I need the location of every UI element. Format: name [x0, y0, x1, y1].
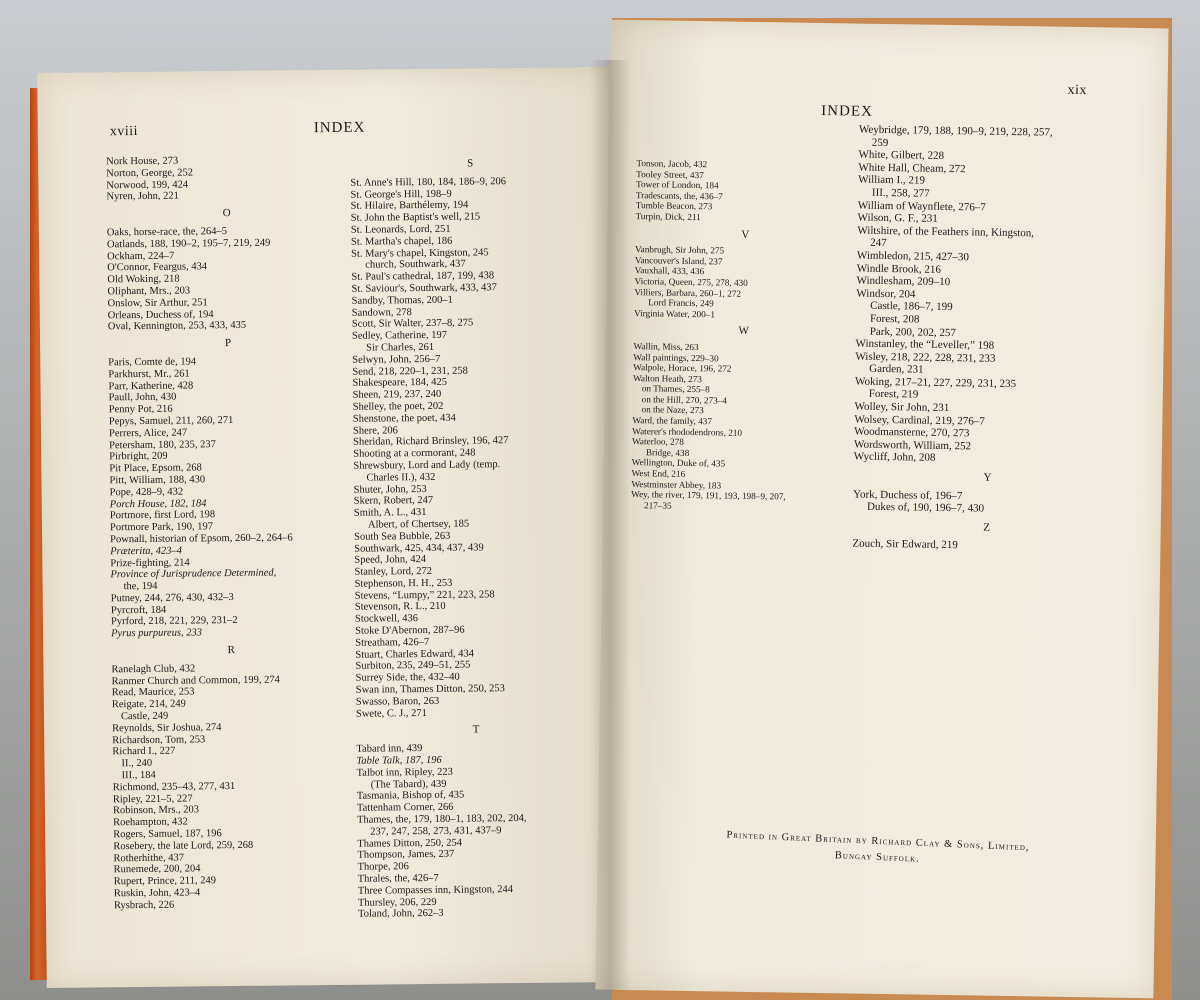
index-entry: the, 194: [123, 580, 158, 593]
index-entry: St. Mary's chapel, Kingston, 245: [351, 246, 489, 260]
index-entry: Portmore Park, 190, 197: [109, 521, 213, 534]
index-entry: Weybridge, 179, 188, 190–9, 219, 228, 257,: [858, 123, 1053, 139]
index-entry: Wallin, Miss, 263: [633, 340, 699, 353]
index-entry: Oval, Kennington, 253, 433, 435: [107, 320, 247, 333]
page-number-left: xviii: [109, 123, 139, 140]
index-entry: III., 258, 277: [871, 186, 930, 200]
index-entry: Ward, the family, 437: [632, 415, 712, 427]
index-entry: Pope, 428–9, 432: [109, 486, 184, 499]
index-entry: Nyren, John, 221: [106, 190, 179, 203]
index-entry: Thames, the, 179, 180–1, 183, 202, 204,: [357, 812, 527, 826]
index-entry: Oliphant, Mrs., 203: [107, 285, 191, 298]
index-entry: Thames Ditton, 250, 254: [357, 837, 463, 850]
index-entry: St. Anne's Hill, 180, 184, 186–9, 206: [350, 175, 507, 189]
index-entry: York, Duchess of, 196–7: [853, 488, 963, 502]
index-entry: Pepys, Samuel, 211, 260, 271: [108, 414, 234, 428]
section-letter: O: [222, 207, 231, 220]
index-entry: Roehampton, 432: [113, 816, 188, 829]
index-entry: Southwark, 425, 434, 437, 439: [354, 541, 484, 555]
index-entry: 247: [870, 237, 887, 250]
index-entry: Shere, 206: [352, 424, 398, 437]
index-entry: Woodmansterne, 270, 273: [854, 425, 970, 440]
index-entry: Pyrus purpureus, 233: [111, 627, 203, 640]
index-entry: Streatham, 426–7: [355, 636, 430, 649]
index-entry: Windle Brook, 216: [856, 262, 942, 276]
index-entry: Petersham, 180, 235, 237: [109, 438, 216, 451]
index-entry: Windsor, 204: [856, 287, 916, 301]
index-entry: Stoke D'Abernon, 287–96: [355, 624, 465, 637]
index-entry: Dukes of, 190, 196–7, 430: [866, 500, 985, 515]
index-entry: Vancouver's Island, 237: [634, 254, 723, 267]
index-entry: Shelley, the poet, 202: [352, 400, 444, 413]
section-letter: V: [741, 228, 750, 241]
index-entry: West End, 216: [631, 468, 686, 479]
index-entry: Sandby, Thomas, 200–1: [351, 294, 453, 307]
index-entry: Surrey Side, the, 432–40: [355, 671, 460, 685]
index-entry: Rysbrach, 226: [113, 899, 175, 912]
index-entry: 217–35: [643, 500, 672, 511]
index-entry: Bridge, 438: [645, 447, 690, 458]
index-entry: Porch House, 182, 184: [109, 497, 207, 510]
index-entry: Orleans, Duchess of, 194: [107, 308, 214, 321]
index-entry: Pownall, historian of Epsom, 260–2, 264–6: [110, 532, 293, 546]
index-entry: South Sea Bubble, 263: [354, 530, 451, 543]
index-entry: Sedley, Catherine, 197: [351, 329, 448, 342]
index-entry: Nork House, 273: [106, 155, 179, 168]
index-entry: Ripley, 221–5, 227: [112, 793, 193, 805]
index-entry: Forest, 208: [869, 312, 920, 326]
index-entry: Pitt, William, 188, 430: [109, 474, 206, 487]
index-entry: III., 184: [121, 769, 156, 782]
index-entry: Ockham, 224–7: [107, 250, 175, 262]
index-entry: Virginia Water, 200–1: [633, 307, 716, 320]
index-entry: Tradescants, the, 436–7: [635, 189, 723, 202]
page-number-right: xix: [1067, 82, 1088, 99]
index-entry: O'Connor, Feargus, 434: [107, 261, 208, 274]
index-entry: Wolley, Sir John, 231: [854, 400, 950, 415]
index-entry: Wolsey, Cardinal, 219, 276–7: [854, 413, 985, 428]
running-head-left: INDEX: [313, 119, 366, 137]
index-entry: Lord Francis, 249: [648, 297, 714, 309]
index-entry: Oaks, horse-race, the, 264–5: [106, 226, 228, 239]
index-entry: Robinson, Mrs., 203: [112, 804, 200, 817]
index-entry: Pyrcroft, 184: [110, 604, 167, 616]
index-entry: 237, 247, 258, 273, 431, 437–9: [370, 825, 502, 838]
index-entry: Woking, 217–21, 227, 229, 231, 235: [854, 375, 1017, 390]
index-entry: Pyrford, 218, 221, 229, 231–2: [110, 615, 238, 628]
index-entry: Villiers, Barbara, 260–1, 272: [634, 286, 742, 299]
index-entry: St. Martha's chapel, 186: [350, 235, 453, 248]
index-entry: Tattenham Corner, 266: [356, 801, 454, 814]
index-entry: Wall paintings, 229–30: [633, 351, 719, 363]
index-entry: Richmond, 235–43, 277, 431: [112, 780, 236, 794]
index-entry: 259: [871, 136, 889, 149]
index-entry: II., 240: [121, 758, 153, 770]
index-entry: Vauxhall, 433, 436: [634, 265, 705, 277]
index-column-right-1: [631, 158, 857, 514]
imprint-line-1: Printed in Great Britain by Richard Clay & Sons, Limited,: [726, 829, 1030, 854]
index-entry: Castle, 186–7, 199: [870, 300, 953, 314]
index-entry: Onslow, Sir Arthur, 251: [107, 297, 208, 310]
index-column-left-2: [350, 151, 598, 921]
index-entry: Wycliff, John, 208: [853, 450, 936, 465]
index-entry: Three Compasses inn, Kingston, 244: [357, 883, 514, 897]
index-entry: Tabard inn, 439: [356, 743, 423, 755]
index-entry: Surbiton, 235, 249–51, 255: [355, 660, 471, 673]
index-entry: Ranelagh Club, 432: [111, 663, 196, 676]
index-entry: Stevens, “Lumpy,” 221, 223, 258: [354, 588, 495, 602]
index-entry: Send, 218, 220–1, 231, 258: [352, 365, 468, 378]
index-entry: Wey, the river, 179, 191, 193, 198–9, 207,: [631, 489, 786, 502]
index-entry: Shrewsbury, Lord and Lady (temp.: [353, 459, 501, 472]
index-entry: on the Hill, 270, 273–4: [641, 394, 728, 406]
index-entry: Sheridan, Richard Brinsley, 196, 427: [353, 435, 509, 449]
section-letter: T: [472, 723, 480, 736]
index-entry: Swete, C. J., 271: [355, 707, 427, 720]
running-head-right: INDEX: [821, 102, 874, 120]
index-entry: Parkhurst, Mr., 261: [108, 368, 190, 381]
index-entry: Thrales, the, 426–7: [357, 872, 439, 885]
index-entry: Swasso, Baron, 263: [355, 695, 440, 708]
index-entry: Perrers, Alice, 247: [108, 427, 188, 440]
section-letter: Z: [983, 521, 991, 534]
index-entry: St. Saviour's, Southwark, 433, 437: [351, 282, 497, 295]
index-entry: Victoria, Queen, 275, 278, 430: [634, 276, 748, 288]
index-entry: Rosebery, the late Lord, 259, 268: [113, 839, 254, 853]
left-page: [37, 67, 622, 988]
index-entry: Wimbledon, 215, 427–30: [856, 249, 970, 264]
index-entry: Oatlands, 188, 190–2, 195–7, 219, 249: [106, 237, 271, 251]
index-entry: Paull, John, 430: [108, 391, 177, 404]
index-entry: Richard I., 227: [112, 746, 176, 758]
index-entry: Tonson, Jacob, 432: [636, 158, 708, 170]
index-entry: Parr, Katherine, 428: [108, 379, 194, 392]
index-entry: Walpole, Horace, 196, 272: [633, 362, 732, 374]
index-entry: Pirbright, 209: [109, 451, 168, 463]
index-entry: St. George's Hill, 198–9: [350, 188, 452, 201]
section-letter: W: [738, 325, 750, 338]
index-entry: Smith, A. L., 431: [353, 507, 427, 519]
index-entry: Stuart, Charles Edward, 434: [355, 648, 475, 661]
index-entry: Speed, John, 424: [354, 554, 427, 567]
index-entry: Westminster Abbey, 183: [631, 478, 722, 491]
index-entry: Richardson, Tom, 253: [112, 733, 206, 746]
index-entry: Portmore, first Lord, 198: [109, 509, 216, 522]
index-entry: Zouch, Sir Edward, 219: [852, 537, 958, 552]
index-entry: Castle, 249: [120, 710, 169, 723]
index-entry: Wilson, G. F., 231: [857, 211, 938, 225]
index-entry: Thorpe, 206: [357, 861, 409, 873]
index-entry: William I., 219: [858, 173, 926, 188]
index-entry: Stockwell, 436: [354, 613, 419, 626]
index-entry: Garden, 231: [869, 363, 924, 376]
section-letter: S: [467, 157, 474, 170]
index-entry: White, Gilbert, 228: [858, 148, 945, 163]
index-entry: Rotherhithe, 437: [113, 852, 185, 864]
index-entry: Wellington, Duke of, 435: [631, 457, 726, 469]
index-entry: Park, 200, 202, 257: [869, 325, 957, 339]
index-entry: Wordsworth, William, 252: [853, 438, 972, 453]
index-entry: Shenstone, the poet, 434: [352, 412, 456, 425]
index-entry: St. Leonards, Lord, 251: [350, 223, 451, 236]
index-entry: Thursley, 206, 229: [357, 896, 437, 909]
index-entry: Sheen, 219, 237, 240: [352, 388, 442, 401]
index-entry: Tasmania, Bishop of, 435: [356, 790, 465, 803]
book-gutter: [590, 60, 630, 990]
index-entry: Selwyn, John, 256–7: [352, 353, 441, 366]
index-entry: Toland, John, 262–3: [357, 908, 444, 921]
index-entry: Rupert, Prince, 211, 249: [113, 875, 217, 888]
index-entry: Talbot inn, Ripley, 223: [356, 766, 453, 779]
index-entry: Runemede, 200, 204: [113, 863, 201, 876]
index-entry: Wiltshire, of the Feathers inn, Kingston,: [857, 224, 1035, 240]
imprint-line-2: Bungay Suffolk.: [834, 850, 921, 865]
index-entry: St. John the Baptist's well, 215: [350, 211, 481, 224]
index-entry: Read, Maurice, 253: [111, 686, 195, 699]
index-entry: St. Hilaire, Barthélemy, 194: [350, 199, 469, 213]
index-entry: Prize-fighting, 214: [110, 556, 190, 569]
section-letter: R: [227, 644, 236, 657]
index-entry: Province of Jurisprudence Determined,: [110, 567, 277, 581]
index-entry: Old Woking, 218: [107, 273, 180, 286]
printer-imprint: [677, 826, 1078, 875]
index-entry: Putney, 244, 276, 430, 432–3: [110, 591, 234, 605]
index-entry: Albert, of Chertsey, 185: [367, 518, 470, 531]
index-column-right-2: [852, 124, 1127, 555]
index-entry: Stanley, Lord, 272: [354, 566, 433, 578]
index-entry: Norton, George, 252: [106, 167, 194, 180]
index-entry: Shakespeare, 184, 425: [352, 377, 448, 390]
index-entry: Turpin, Dick, 211: [635, 211, 701, 223]
index-entry: Waterer's rhododendrons, 210: [632, 425, 743, 438]
index-entry: Charles II.), 432: [366, 471, 436, 484]
index-entry: on Thames, 255–8: [641, 383, 710, 395]
index-entry: Sandown, 278: [351, 306, 412, 319]
index-entry: Vanbrugh, Sir John, 275: [634, 244, 725, 256]
index-entry: St. Paul's cathedral, 187, 199, 438: [351, 270, 495, 283]
right-page: [595, 20, 1168, 999]
section-letter: Y: [983, 471, 992, 484]
index-entry: on the Naze, 273: [641, 404, 704, 416]
index-entry: Thompson, James, 237: [357, 849, 455, 862]
index-entry: Stevenson, R. L., 210: [354, 601, 446, 614]
index-entry: Skern, Robert, 247: [353, 495, 434, 508]
index-entry: Windlesham, 209–10: [856, 274, 951, 289]
index-entry: Table Talk, 187, 196: [356, 754, 442, 767]
index-column-left-1: [106, 154, 354, 912]
index-entry: Ruskin, John, 423–4: [113, 887, 201, 900]
index-entry: (The Tabard), 439: [370, 778, 447, 791]
index-entry: Ranmer Church and Common, 199, 274: [111, 674, 280, 687]
index-entry: Penny Pot, 216: [108, 403, 173, 416]
index-entry: Shooting at a cormorant, 248: [353, 447, 476, 460]
index-entry: Rogers, Samuel, 187, 196: [113, 828, 222, 841]
index-entry: Reynolds, Sir Joshua, 274: [112, 722, 222, 735]
index-entry: Tower of London, 184: [635, 179, 719, 191]
index-entry: Swan inn, Thames Ditton, 250, 253: [355, 683, 505, 696]
index-entry: Winstanley, the “Leveller,” 198: [855, 337, 995, 352]
index-entry: Forest, 219: [868, 388, 919, 402]
index-entry: Wisley, 218, 222, 228, 231, 233: [855, 350, 996, 365]
index-entry: Sir Charles, 261: [366, 341, 435, 354]
index-entry: Paris, Comte de, 194: [108, 356, 197, 369]
index-entry: Tumble Beacon, 273: [635, 200, 713, 212]
index-entry: Walton Heath, 273: [632, 372, 703, 384]
section-letter: P: [224, 337, 232, 350]
index-entry: Stephenson, H. H., 253: [354, 577, 453, 590]
index-entry: Shuter, John, 253: [353, 483, 427, 496]
index-entry: Pit Place, Epsom, 268: [109, 462, 202, 475]
index-entry: William of Waynflete, 276–7: [857, 199, 986, 214]
index-entry: Waterloo, 278: [631, 436, 684, 448]
index-entry: Præterita, 423–4: [110, 545, 183, 558]
index-entry: Tooley Street, 437: [636, 168, 704, 180]
index-entry: Scott, Sir Walter, 237–8, 275: [351, 317, 474, 331]
index-entry: Reigate, 214, 249: [111, 698, 186, 711]
index-entry: Norwood, 199, 424: [106, 179, 189, 191]
index-entry: church, Southwark, 437: [365, 258, 466, 271]
index-entry: White Hall, Cheam, 272: [858, 161, 966, 176]
